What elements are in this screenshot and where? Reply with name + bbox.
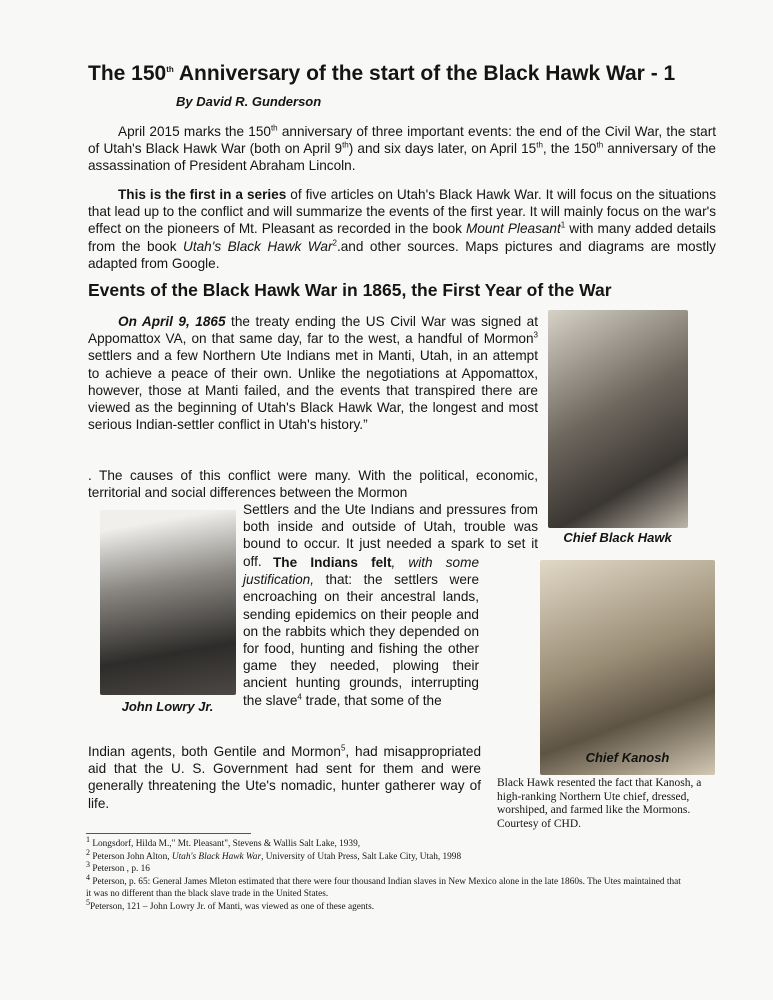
body-paragraph-4 bbox=[88, 743, 481, 812]
t: trade, that some of the bbox=[301, 692, 442, 708]
footnote-divider bbox=[86, 833, 251, 834]
s: 2 bbox=[86, 847, 90, 857]
t: the treaty ending the US Civil War was signed at Appomattox VA, on that same day, far to the west, a handful of Mormon bbox=[88, 314, 538, 347]
t: On April 9, 1865 bbox=[118, 314, 226, 329]
s: 1 bbox=[560, 220, 566, 230]
t: that: the settlers were encroaching on their ancestral lands, sending epidemics on their people and on the rabbits which they depended on for food, hunting and fishing the other game they needed, plowing their ancient hunting grounds, interrupting the slave bbox=[243, 572, 479, 708]
series-paragraph bbox=[88, 186, 716, 272]
t: , University of Utah Press, Salt Lake City, Utah, 1998 bbox=[261, 851, 462, 862]
footnote-1 bbox=[86, 834, 686, 851]
john-lowry-photo bbox=[100, 510, 236, 695]
body-paragraph-2b: Settlers and the Ute Indians and pressures from both inside and outside of Utah, trouble was bound to occur. It just needed a spark to set it off. bbox=[243, 502, 538, 569]
black-hawk-caption: Chief Black Hawk bbox=[563, 530, 672, 545]
section-heading: Events of the Black Hawk War in 1865, the First Year of the War bbox=[88, 280, 612, 300]
t: , with some justification, bbox=[243, 555, 480, 588]
page-title bbox=[88, 62, 675, 86]
t: settlers and a few Northern Ute Indians met in Manti, Utah, in an attempt to achieve a peace of their own. Unlike the negotiations at Appomattox, however, those at Manti failed, and the events that transpired there are viewed as the beginning of Utah's Black Hawk War, the longest and most serious Indian-settler conflict in Utah's history.” bbox=[88, 348, 538, 433]
t: Peterson, 121 – John Lowry Jr. of Manti, was viewed as one of these agents. bbox=[90, 901, 375, 912]
t: This is the first in a series bbox=[118, 187, 287, 202]
t: Peterson, p. 65: General James Mleton estimated that there were four thousand Indian slaves in New Mexico alone in the late 1860s. The Utes maintained that it was no different than the black slave trade in the United States. bbox=[86, 876, 681, 899]
s: 5 bbox=[86, 897, 90, 907]
kanosh-description: Black Hawk resented the fact that Kanosh, a high-ranking Northern Ute chief, dressed, worshiped, and farmed like the Mormons. Courtesy of CHD. bbox=[497, 777, 702, 830]
author: By David R. Gunderson bbox=[176, 94, 322, 109]
chief-kanosh-photo bbox=[540, 560, 715, 775]
s: 3 bbox=[533, 330, 538, 340]
t: Longsdorf, Hilda M.," Mt. Pleasant", Stevens & Wallis Salt Lake, 1939, bbox=[92, 839, 361, 849]
footnote-3 bbox=[86, 859, 686, 876]
s: 3 bbox=[86, 859, 90, 869]
t: Peterson , p. 16 bbox=[92, 864, 150, 874]
s: th bbox=[270, 123, 278, 133]
body-paragraph-3 bbox=[243, 554, 479, 709]
body-paragraph-1 bbox=[88, 313, 538, 433]
chief-black-hawk-photo bbox=[548, 310, 688, 528]
t: April 2015 marks the 150 bbox=[118, 124, 271, 139]
footnote-2 bbox=[86, 847, 686, 864]
t: Peterson John Alton, bbox=[92, 851, 172, 862]
s: 1 bbox=[86, 834, 90, 844]
t: , had misappropriated aid that the U. S. Government had sent for them and were generally threatening the Ute's nomadic, hunter gatherer way of life. bbox=[88, 744, 482, 811]
title-text-2: Anniversary of the start of the Black Hawk War - 1 bbox=[173, 62, 676, 85]
footnote-5 bbox=[86, 897, 686, 914]
t: anniversary of three important events: the end of the Civil War, the start of Utah's Black Hawk War (both on April 9 bbox=[88, 124, 717, 157]
lowry-caption: John Lowry Jr. bbox=[121, 699, 214, 714]
intro-paragraph bbox=[88, 123, 716, 175]
kanosh-caption: Chief Kanosh bbox=[585, 750, 670, 765]
t: of five articles on Utah's Black Hawk War. It will focus on the situations that lead up to the conflict and will summarize the events of the first year. It will mainly focus on the war's effect on the pioneers of Mt. Pleasant as recorded in the book bbox=[88, 187, 716, 237]
footnotes bbox=[86, 834, 686, 913]
s: th bbox=[596, 140, 604, 150]
t: Utah's Black Hawk War bbox=[171, 851, 262, 862]
s: 5 bbox=[340, 743, 346, 753]
s: 4 bbox=[297, 692, 302, 702]
t: with many added details from the book bbox=[88, 221, 716, 254]
s: 4 bbox=[86, 872, 90, 882]
s: 2 bbox=[332, 238, 337, 248]
s: th bbox=[342, 140, 349, 150]
t: , the 150 bbox=[542, 141, 597, 157]
t: Indian agents, both Gentile and Mormon bbox=[88, 744, 341, 759]
title-text: The 150 bbox=[88, 62, 167, 85]
s: th bbox=[536, 140, 543, 150]
t: anniversary of the assassination of President Abraham Lincoln. bbox=[88, 141, 716, 174]
title-sup: th bbox=[166, 65, 174, 74]
t: ) and six days later, on April 15 bbox=[348, 141, 537, 157]
t: Mount Pleasant bbox=[466, 221, 561, 237]
footnote-4 bbox=[86, 872, 686, 901]
t: .and other sources. Maps pictures and diagrams are mostly adapted from Google. bbox=[88, 238, 716, 271]
body-paragraph-2a: . The causes of this conflict were many. With the political, economic, territorial and social differences between the Mormon bbox=[88, 468, 538, 501]
t: Utah's Black Hawk War bbox=[183, 238, 333, 254]
t: The Indians felt bbox=[273, 555, 392, 570]
